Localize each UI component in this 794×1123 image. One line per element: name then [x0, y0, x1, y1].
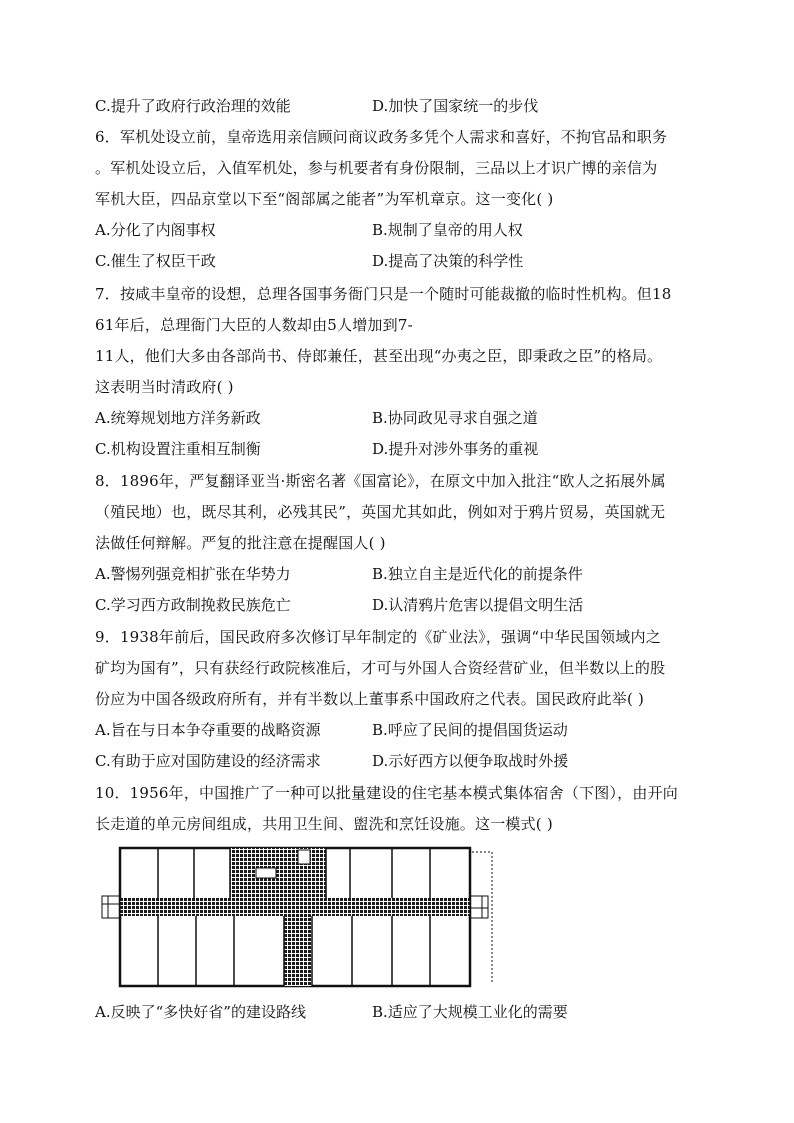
q7-stem-line-1: 7．按咸丰皇帝的设想，总理各国事务衙门只是一个随时可能裁撤的临时性机构。但18	[95, 285, 672, 303]
q7-stem-line-4: 这表明当时清政府( )	[95, 378, 234, 396]
q7-option-c: C.机构设置注重相互制衡	[95, 440, 261, 458]
q8-stem-line-3: 法做任何辩解。严复的批注意在提醒国人( )	[95, 534, 386, 552]
q7-options-row-2	[95, 439, 705, 459]
q10-option-b: B.适应了大规模工业化的需要	[372, 1003, 568, 1021]
q6-option-a: A.分化了内阁事权	[95, 221, 216, 239]
q8-option-a: A.警惕列强竞相扩张在华势力	[95, 565, 291, 583]
q9-stem-line-3: 份应为中国各级政府所有，并有半数以上董事系中国政府之代表。国民政府此举( )	[95, 690, 645, 708]
q7-option-b: B.协同政见寻求自强之道	[372, 409, 538, 427]
q6-stem-line-3: 军机大臣，四品京堂以下至“阁部属之能者”为军机章京。这一变化( )	[95, 190, 554, 208]
q7-option-a: A.统筹规划地方洋务新政	[95, 409, 261, 427]
q7-stem-line-3: 11人，他们大多由各部尚书、侍郎兼任，甚至出现“办夷之臣，即秉政之臣”的格局。	[95, 347, 663, 365]
q7-options-row-1	[95, 408, 705, 428]
q7-option-d: D.提升对涉外事务的重视	[372, 440, 539, 458]
corridor	[120, 898, 470, 916]
q5-option-c: C.提升了政府行政治理的效能	[95, 97, 291, 115]
q6-options-row-2	[95, 251, 705, 271]
dormitory-floor-plan-drawing	[100, 842, 498, 992]
dormitory-floor-plan-figure	[100, 842, 498, 992]
core-opening	[298, 850, 310, 864]
q5-option-d: D.加快了国家统一的步伐	[372, 97, 539, 115]
q8-options-row-2	[95, 595, 705, 615]
q9-option-a: A.旨在与日本争夺重要的战略资源	[95, 721, 321, 739]
q9-option-c: C.有助于应对国防建设的经济需求	[95, 752, 321, 770]
q6-stem-line-2: 。军机处设立后，入值军机处，参与机要者有身份限制，三品以上才识广博的亲信为	[95, 159, 658, 177]
q9-stem-line-2: 矿均为国有”，只有获经行政院核准后，才可与外国人合资经营矿业，但半数以上的股	[95, 659, 666, 677]
central-core-lower	[284, 916, 312, 986]
q10-option-a: A.反映了“多快好省”的建设路线	[95, 1003, 306, 1021]
central-core-upper	[230, 848, 326, 898]
q6-option-b: B.规制了皇帝的用人权	[372, 221, 523, 239]
q8-option-b: B.独立自主是近代化的前提条件	[372, 565, 583, 583]
q5-options-row	[95, 96, 705, 116]
q9-option-b: B.呼应了民间的提倡国货运动	[372, 721, 568, 739]
q8-stem-line-2: （殖民地）也，既尽其利，必残其民”，英国尤其如此，例如对于鸦片贸易，英国就无	[95, 503, 666, 521]
q9-options-row-1	[95, 720, 705, 740]
q6-options-row-1	[95, 220, 705, 240]
q8-option-d: D.认清鸦片危害以提倡文明生活	[372, 596, 584, 614]
core-window	[256, 868, 276, 878]
q7-stem-line-2: 61年后，总理衙门大臣的人数却由5人增加到7-	[95, 316, 413, 334]
q6-option-c: C.催生了权臣干政	[95, 252, 216, 270]
q6-stem-line-1: 6．军机处设立前，皇帝选用亲信顾问商议政务多凭个人需求和喜好，不拘官品和职务	[95, 128, 668, 146]
q8-options-row-1	[95, 564, 705, 584]
q10-stem-line-2: 长走道的单元房间组成，共用卫生间、盥洗和烹饪设施。这一模式( )	[95, 815, 553, 833]
q10-options-row-1	[95, 1002, 705, 1022]
q8-stem-line-1: 8．1896年，严复翻译亚当·斯密名著《国富论》，在原文中加入批注“欧人之拓展外属	[95, 472, 666, 490]
q10-stem-line-1: 10．1956年，中国推广了一种可以批量建设的住宅基本模式集体宿舍（下图），由开向	[95, 784, 678, 802]
q9-options-row-2	[95, 751, 705, 771]
q8-option-c: C.学习西方政制挽救民族危亡	[95, 596, 291, 614]
q9-stem-line-1: 9．1938年前后，国民政府多次修订早年制定的《矿业法》，强调“中华民国领域内之	[95, 628, 661, 646]
q9-option-d: D.示好西方以便争取战时外援	[372, 752, 569, 770]
q6-option-d: D.提高了决策的科学性	[372, 252, 524, 270]
